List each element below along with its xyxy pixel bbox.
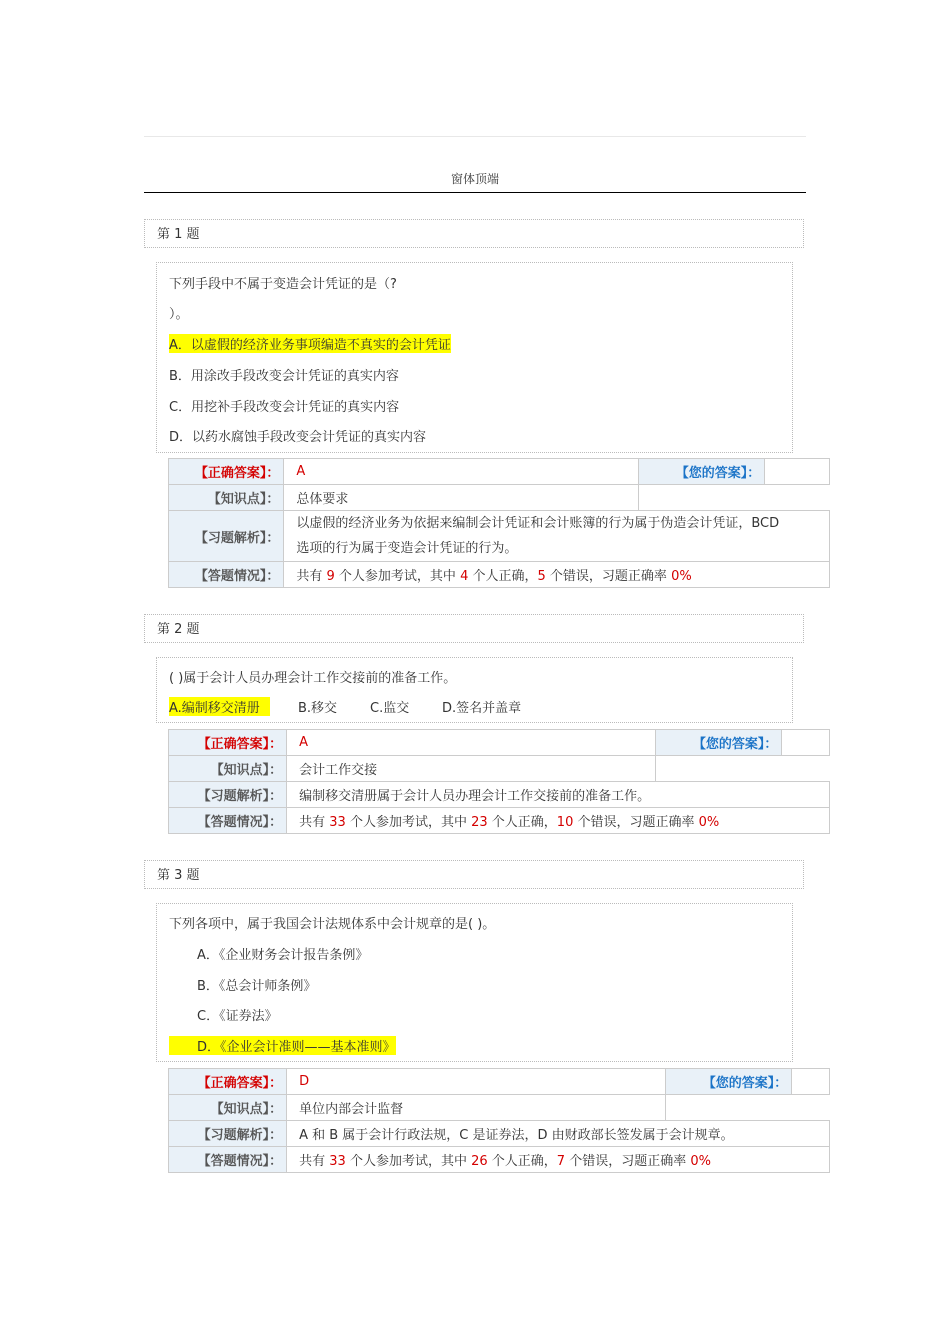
question-2-header: 第 2 题	[144, 614, 804, 643]
analysis-line-2: 选项的行为属于变造会计凭证的行为。	[296, 541, 518, 556]
stats-label: 【答题情况】：	[169, 1147, 287, 1173]
stats-total: 33	[329, 1154, 346, 1169]
question-2-option-c: C.监交	[370, 701, 410, 716]
question-1-option-c: C．用挖补手段改变会计凭证的真实内容	[169, 400, 400, 415]
analysis-label: 【习题解析】：	[169, 782, 287, 808]
knowledge-value: 总体要求	[284, 485, 638, 511]
knowledge-label: 【知识点】：	[169, 756, 287, 782]
question-1-body	[156, 262, 793, 453]
question-3-option-b: B．《总会计师条例》	[197, 979, 317, 994]
question-3-stem: 下列各项中，属于我国会计法规体系中会计规章的是( )。	[169, 917, 496, 932]
stats-rate: 0%	[671, 569, 692, 584]
question-1-header: 第 1 题	[144, 219, 804, 248]
stats-value: 共有 33 个人参加考试，其中 26 个人正确，7 个错误，习题正确率 0%	[287, 1147, 830, 1173]
question-3-answer-table	[168, 1068, 830, 1173]
top-divider	[144, 136, 806, 137]
question-2-stem: ( )属于会计人员办理会计工作交接前的准备工作。	[169, 671, 457, 686]
form-top-label: 窗体顶端	[450, 172, 499, 186]
stats-wrong: 5	[537, 569, 546, 584]
analysis-value	[284, 511, 830, 562]
correct-answer-label: 【正确答案】：	[169, 459, 284, 485]
analysis-label: 【习题解析】：	[169, 511, 284, 562]
question-3-body	[156, 903, 793, 1062]
correct-answer-value: A	[284, 459, 638, 485]
question-1-answer-table	[168, 458, 830, 588]
stats-label: 【答题情况】：	[169, 808, 287, 834]
question-1-option-b: B．用涂改手段改变会计凭证的真实内容	[169, 369, 399, 384]
your-answer-label: 【您的答案】：	[656, 730, 782, 756]
analysis-value: A 和 B 属于会计行政法规，C 是证券法，D 由财政部长签发属于会计规章。	[287, 1121, 830, 1147]
question-3-option-a: A．《企业财务会计报告条例》	[197, 948, 369, 963]
your-answer-value	[765, 459, 830, 485]
question-1-option-a: A．以虚假的经济业务事项编造不真实的会计凭证	[169, 334, 451, 353]
correct-answer-label: 【正确答案】：	[169, 730, 287, 756]
stats-rate: 0%	[690, 1154, 711, 1169]
stats-label: 【答题情况】：	[169, 562, 284, 588]
stats-rate: 0%	[698, 815, 720, 830]
your-answer-value	[792, 1069, 830, 1095]
knowledge-value: 会计工作交接	[287, 756, 656, 782]
stats-right: 26	[471, 1154, 488, 1169]
stats-wrong: 10	[556, 815, 574, 830]
stats-total: 9	[326, 569, 335, 584]
analysis-line-1: 以虚假的经济业务为依据来编制会计凭证和会计账簿的行为属于伪造会计凭证，BCD	[296, 516, 780, 531]
question-2-answer-table	[168, 729, 830, 834]
stats-total: 33	[329, 815, 346, 830]
stats-value: 共有 33 个人参加考试，其中 23 个人正确，10 个错误，习题正确率 0%	[287, 808, 830, 834]
stats-wrong: 7	[556, 1154, 566, 1169]
knowledge-label: 【知识点】：	[169, 1095, 287, 1121]
your-answer-label: 【您的答案】：	[638, 459, 765, 485]
question-1-stem-cont: ）。	[169, 307, 189, 322]
question-2-option-b: B.移交	[298, 701, 338, 716]
question-1-option-d: D．以药水腐蚀手段改变会计凭证的真实内容	[169, 430, 427, 445]
question-2-option-d: D.签名并盖章	[442, 701, 522, 716]
correct-answer-value: D	[287, 1069, 666, 1095]
form-top-divider	[144, 192, 806, 193]
stats-value: 共有 9 个人参加考试，其中 4 个人正确，5 个错误，习题正确率 0%	[284, 562, 830, 588]
knowledge-value: 单位内部会计监督	[287, 1095, 666, 1121]
knowledge-label: 【知识点】：	[169, 485, 284, 511]
analysis-label: 【习题解析】：	[169, 1121, 287, 1147]
question-1-stem: 下列手段中不属于变造会计凭证的是（?	[169, 277, 397, 292]
correct-answer-label: 【正确答案】：	[169, 1069, 287, 1095]
analysis-value: 编制移交清册属于会计人员办理会计工作交接前的准备工作。	[287, 782, 830, 808]
stats-right: 23	[471, 815, 488, 830]
correct-answer-value: A	[287, 730, 656, 756]
stats-right: 4	[460, 569, 469, 584]
your-answer-label: 【您的答案】：	[666, 1069, 792, 1095]
question-3-header: 第 3 题	[144, 860, 804, 889]
question-3-option-c: C．《证券法》	[197, 1009, 278, 1024]
question-2-option-a: A.编制移交清册	[169, 697, 270, 716]
question-3-option-d: D．《企业会计准则——基本准则》	[169, 1036, 396, 1055]
your-answer-value	[782, 730, 830, 756]
question-2-body	[156, 657, 793, 723]
